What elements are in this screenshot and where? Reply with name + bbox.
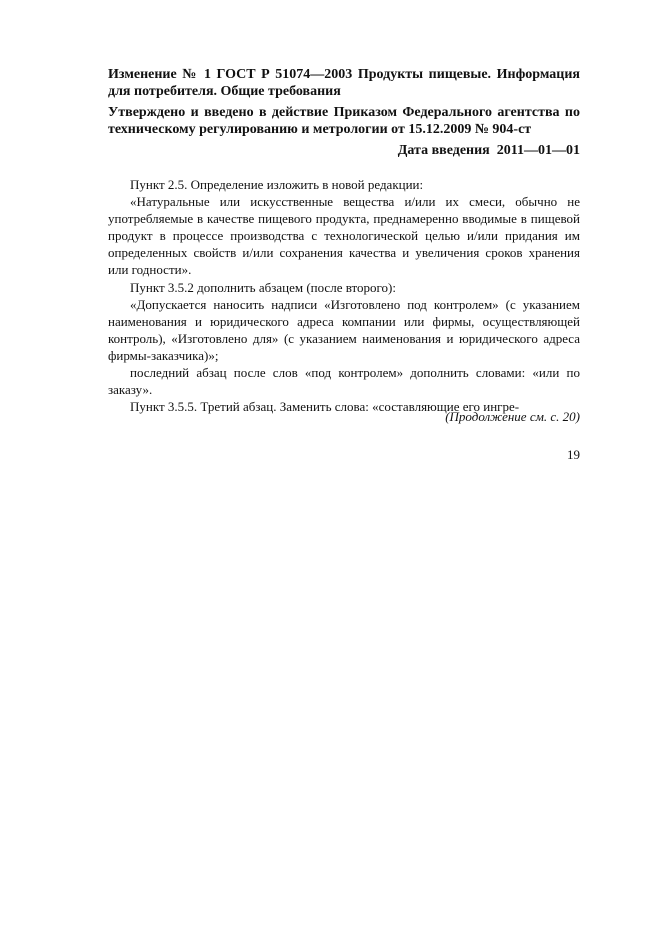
document-body — [108, 176, 580, 415]
effective-date-value: 2011—01—01 — [496, 143, 580, 158]
paragraph: последний абзац после слов «под контролем» дополнить словами: «или по заказу». — [108, 365, 580, 398]
paragraph: Пункт 2.5. Определение изложить в новой редакции: — [130, 177, 424, 192]
effective-date — [108, 142, 580, 159]
page-number: 19 — [567, 447, 580, 462]
paragraph: «Натуральные или искусственные вещества и/или их смеси, обычно не употребляемые в качестве пищевого продукта, преднамеренно вводимые в пищевой продукт в процессе производства с технологической целью и/или придания им определенных свойств и/или сохранения качества и увеличения сроков хранения или годности». — [108, 194, 580, 278]
paragraph: Пункт 3.5.2 дополнить абзацем (после второго): — [130, 279, 396, 295]
paragraph: Пункт 3.5.5. Третий абзац. Заменить слова: «составляющие его ингре- — [130, 399, 520, 415]
document-title: Изменение № 1 ГОСТ Р 51074—2003 Продукты пищевые. Информация для потребителя. Общие требования — [108, 67, 580, 99]
effective-date-label: Дата введения — [397, 143, 490, 158]
approval-statement: Утверждено и введено в действие Приказом Федерального агентства по техническому регулированию и метрологии от 15.12.2009 № 904-ст — [108, 105, 580, 137]
continuation-note: (Продолжение см. с. 20) — [445, 409, 580, 424]
paragraph: «Допускается наносить надписи «Изготовлено под контролем» (с указанием наименования и юридического адреса компании или фирмы, осуществляющей контроль), «Изготовлено для» (с указанием наименования и юридического адреса фирмы-заказчика)»; — [108, 296, 580, 363]
